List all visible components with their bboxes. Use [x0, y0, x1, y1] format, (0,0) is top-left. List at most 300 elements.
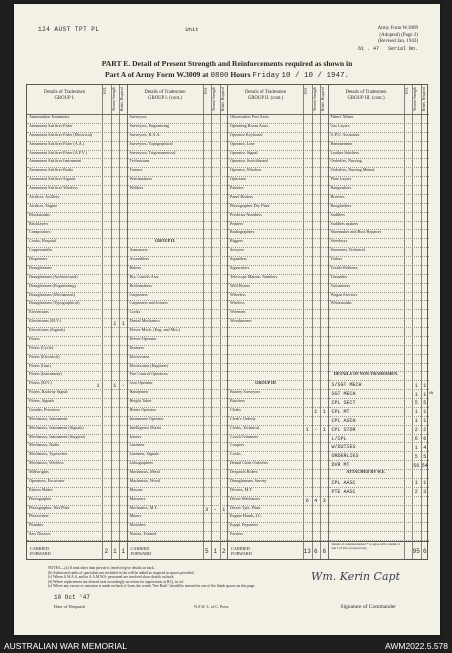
- title-prefix: Part A of Army Form W.3009 at: [104, 70, 209, 79]
- form-page: [14, 4, 440, 635]
- serial-line: [358, 46, 418, 52]
- serial-typed: 61 . 47: [357, 46, 379, 52]
- cell-present: 5: [414, 453, 418, 460]
- table-row: [228, 337, 328, 346]
- form-ref: Army Form W.3009: [377, 26, 418, 31]
- row-label: Riggers: [230, 238, 244, 244]
- row-label: Lithographers: [129, 460, 153, 466]
- row-label: Millwrights: [29, 469, 49, 474]
- title-year: 7.: [339, 72, 349, 80]
- commander-signature: Wm. Kerin Capt: [311, 570, 400, 583]
- row-label: Fitters' Mates: [330, 114, 354, 119]
- row-label: Photographer Dry Plate: [230, 202, 270, 208]
- cell-reinf: -: [121, 382, 125, 389]
- row-label: Textile Refitters: [330, 264, 358, 270]
- table-row: [128, 532, 228, 541]
- cell-reinf: 5: [423, 453, 427, 460]
- cell-present: 1: [414, 418, 418, 425]
- note-line: NOTES.—(a) If rank other than private is involved give details on back.: [48, 566, 155, 570]
- cell-present: 4: [314, 498, 318, 505]
- carried-reinf: 6: [422, 548, 427, 555]
- table-column-3: [228, 85, 329, 559]
- carried-present: 1: [112, 548, 117, 555]
- row-label: Leather Stitchers: [330, 149, 359, 155]
- row-label: Well Borers: [230, 282, 251, 288]
- cell-reinf: 3: [322, 498, 326, 505]
- row-label: Storemen, Technical: [330, 247, 365, 253]
- row-label: Mechanics, Radio: [29, 442, 60, 448]
- table-row: [27, 532, 127, 541]
- table-row: [329, 381, 430, 390]
- row-label: Drainers: [129, 344, 144, 350]
- cell-extra: 1: [96, 382, 100, 389]
- row-label: Bty. Comd's Asst.: [129, 273, 160, 279]
- table-row: [329, 514, 430, 523]
- cell-present: 1: [314, 409, 318, 416]
- row-label: Clerks: [230, 406, 241, 412]
- row-label: Painters: [230, 185, 244, 190]
- table-row: [128, 186, 228, 195]
- note-line: (e) Where any excess or omission is made on back of form, the words "See Back" should be inserted in one of the blank spaces on this page.: [48, 584, 256, 589]
- row-label: Armament Artificer Signals: [29, 176, 76, 182]
- carried-wo: 5: [204, 548, 209, 555]
- carried-forward-label: CARRIED FORWARD: [30, 546, 51, 556]
- row-label: Masseurs: [129, 495, 146, 501]
- column-heading: Details of Tradesmen GROUP I. (cont.): [144, 90, 186, 101]
- row-label: Panel Beaters: [230, 193, 253, 199]
- table-row: [329, 408, 430, 417]
- carried-present: 1: [213, 548, 218, 555]
- row-label: Draughtsmen (Mechanical): [29, 291, 75, 297]
- row-label: Cooks, Hospital: [29, 238, 56, 244]
- table-row: [329, 346, 430, 355]
- row-label: Operator, Signal: [230, 149, 258, 155]
- cell-reinf: 2: [423, 427, 427, 434]
- table-row: [329, 470, 430, 479]
- row-label: Carpenters and Joiners: [129, 300, 168, 306]
- cell-present: 1: [414, 444, 418, 451]
- row-label: Photographer, Wet Plate: [29, 504, 70, 510]
- handwritten-rank: DVR MT: [331, 462, 350, 469]
- row-label: Mechanics, Instrument: [29, 415, 68, 421]
- row-label: Fitters: [29, 335, 40, 341]
- handwritten-rank: CPL AASC: [331, 479, 356, 486]
- row-label: Joiners: [129, 433, 142, 439]
- table-row: [228, 372, 328, 381]
- row-label: Artificer, Engine: [29, 202, 58, 208]
- table-row: [128, 257, 228, 266]
- row-label: Surveyors, Engineering: [129, 122, 170, 128]
- row-label: Compositors: [29, 229, 51, 235]
- table-row: [228, 443, 328, 452]
- row-label: Equpt. Repairers: [230, 522, 259, 528]
- table-row: [128, 195, 228, 204]
- column-head-reinf: Reinfs. Required: [421, 87, 426, 112]
- row-label: Nurses, Trained: [129, 531, 157, 537]
- handwritten-rank: S/SGT MECH: [331, 382, 362, 389]
- row-label: Battery Surveyors: [230, 389, 261, 395]
- row-label: Operator, Switchboard: [230, 158, 268, 164]
- table-row: [329, 506, 430, 515]
- row-label: Artificer, Artillery: [29, 193, 60, 199]
- row-label: Bricklayers: [29, 220, 49, 226]
- row-label: Rangetakers: [330, 185, 352, 190]
- title-date: 10 / 10 / 194: [281, 72, 340, 80]
- cell-wo: 3: [205, 506, 209, 513]
- title-line-1: PART E. Detail of Present Strength and Reinforcements required as shown in: [101, 59, 353, 68]
- table-row: [228, 364, 328, 373]
- carried-reinf: 1: [121, 548, 126, 555]
- cell-reinf: 1: [423, 391, 427, 398]
- carried-present: 6: [313, 548, 318, 555]
- table-row: [128, 426, 228, 435]
- row-label: Height Taker: [129, 398, 152, 403]
- cell-reinf: 1: [222, 506, 226, 513]
- column-header: [27, 85, 127, 115]
- table-row: [128, 230, 228, 239]
- row-label: Surveyors: [129, 114, 147, 119]
- row-label: Fire Control Operators: [129, 371, 168, 377]
- row-label: Tinsmiths: [330, 273, 348, 279]
- row-label: Whitesmiths: [330, 300, 352, 306]
- unit-line: [38, 26, 199, 33]
- table-row: [228, 346, 328, 355]
- table-row: [228, 328, 328, 337]
- row-label: Electricians (M.V.): [29, 318, 61, 324]
- row-label: Orderlies, Nursing Mental: [330, 167, 375, 173]
- row-label: Gun Operator: [129, 380, 153, 386]
- row-label: Vulcanisers: [330, 282, 351, 288]
- row-label: Bakers: [129, 264, 142, 270]
- cell-reinf: 1: [423, 409, 427, 416]
- row-label: Signallers: [230, 256, 247, 261]
- row-label: Fitters (M.V.): [29, 380, 52, 386]
- row-label: Electricians: [29, 309, 49, 315]
- row-label: Armament Artificer Wireless: [29, 185, 78, 190]
- row-label: Engine Hands, I.C.: [230, 513, 262, 519]
- carried-wo: 13: [303, 548, 311, 555]
- column-heading: Details of Tradesmen GROUP I.: [43, 90, 86, 101]
- row-label: Mechanics, Typewriter: [29, 451, 68, 457]
- row-label: Driver-Operator: [129, 335, 157, 341]
- table-row: [329, 479, 430, 488]
- row-label: Wagon Erectors: [330, 291, 358, 297]
- row-label: Predictor Numbers: [230, 211, 262, 217]
- title-hours: 0800: [210, 72, 229, 80]
- table-row: [128, 301, 228, 310]
- title-mid: Hours: [230, 70, 251, 79]
- row-label: Operator, Wireless: [230, 167, 262, 173]
- row-label: Armament Artificer Fitter (Electrical): [29, 131, 93, 137]
- table-row: [228, 399, 328, 408]
- table-row: [329, 426, 430, 435]
- carried-reinf: 2: [221, 548, 226, 555]
- handwritten-rank: ORDERLIES: [331, 453, 359, 460]
- table-row: [329, 488, 430, 497]
- row-label: Draughtsmen (Engineering): [29, 282, 76, 288]
- handwritten-rank: CPL ASCH: [331, 417, 356, 424]
- column-head-wo: W.O.: [203, 87, 208, 95]
- table-row: [329, 523, 430, 532]
- carried-forward-row: [128, 541, 228, 561]
- cell-wo: 1: [305, 427, 309, 434]
- row-label: Draughtsman, Survey: [230, 477, 267, 483]
- note-line: (c) Where A.W.A.S. and/or A.A.M.W.S. personnel are involved show details on back.: [48, 575, 175, 580]
- column-head-wo: W.O.: [103, 87, 107, 95]
- row-label: Operating Room Assts.: [230, 122, 269, 128]
- column-heading: Details of Tradesmen GROUP II. (cont.): [244, 90, 287, 101]
- table-row: [329, 452, 430, 461]
- handwritten-rank: SGT MECH: [331, 391, 356, 398]
- title-day: Friday: [252, 72, 280, 80]
- row-label: Armament Artificer Radio: [29, 167, 74, 173]
- row-label: Carpenters: [129, 291, 148, 297]
- column-head-wo: W.O.: [304, 87, 308, 95]
- row-label: Assemblers: [129, 256, 150, 261]
- row-label: Ammunition Examiners: [29, 114, 70, 119]
- row-label: Photowriter: [29, 513, 49, 519]
- handwritten-rank: CPL SECT: [331, 400, 356, 406]
- row-label: Butchers: [230, 398, 245, 403]
- row-label: Linemen, Signals: [129, 451, 159, 457]
- row-label: Intelligence Duties: [129, 424, 162, 430]
- row-label: Draughtsmen (Architectural): [29, 273, 78, 279]
- row-label: Gas Layers: [330, 122, 350, 128]
- column-head-present: Present Strength: [111, 87, 116, 111]
- carried-wo: 2: [104, 548, 109, 555]
- table-row: [329, 435, 430, 444]
- row-label: Saw Doctors: [29, 531, 51, 537]
- cell-present: 1: [414, 391, 418, 398]
- row-label: Plumber: [29, 522, 44, 528]
- row-label: Printers: [230, 220, 244, 226]
- row-label: Handymen: [129, 389, 148, 395]
- unit-label: Unit: [185, 26, 199, 33]
- row-label: Armament Artificer Fitter (A.F.V.): [29, 149, 87, 155]
- row-label: Machinists, Wood: [129, 477, 160, 483]
- row-label: Fitters, Railway Signal: [29, 389, 68, 395]
- column-head-reinf: Reinfs. Required: [220, 87, 225, 112]
- cell-wo: 6: [305, 498, 309, 505]
- row-label: Driver Tpts. Plant: [230, 504, 261, 510]
- row-label: Armament Artificer Fitter (A.A.): [29, 140, 85, 146]
- row-label: Cooks: [129, 309, 141, 315]
- carried-forward-row: [228, 541, 328, 561]
- row-label: Wheelers: [230, 291, 246, 297]
- column-header: [228, 85, 328, 115]
- column-head-wo: W.O.: [404, 87, 409, 95]
- unit-typed: 124 AUST TPT PL: [38, 26, 100, 33]
- row-label: Turners: [129, 167, 143, 173]
- row-label: Driver-Mech. (Eng. and Mot.): [129, 327, 181, 332]
- cell-reinf: 1: [423, 418, 427, 425]
- row-label: Moulders: [129, 522, 146, 528]
- table-row: [329, 310, 430, 319]
- table-row: [329, 319, 430, 328]
- cell-present: 1: [414, 480, 418, 487]
- row-label: Instrument Operator: [129, 415, 164, 421]
- table-row: [329, 337, 430, 346]
- row-label: Electricians: [129, 353, 150, 359]
- row-label: Driver Mechanics: [230, 495, 261, 501]
- handwritten-rank: CPL STOR: [331, 426, 356, 433]
- despatch-date: 10 Oct '47: [54, 594, 91, 601]
- form-adopted: (Adopted) (Page 2): [379, 32, 418, 38]
- row-label: Operator, Line: [230, 140, 255, 146]
- row-label: Machinists, Metal: [129, 469, 160, 474]
- row-label: Mechanics, Instrument (Surgical): [29, 433, 86, 439]
- note-line: (b) Authorized ranks of specialists not included in list will be added as required in spaces provided.: [48, 570, 195, 575]
- row-label: Telescope Maintn. Numbers: [230, 273, 278, 279]
- cell-reinf: 6: [423, 435, 427, 442]
- row-label: Welders: [129, 185, 144, 190]
- row-label: Tailors: [330, 256, 343, 261]
- row-label: ATTACHED BY W.E.: [346, 469, 386, 474]
- row-label: Wireless: [230, 300, 245, 306]
- row-label: Linemen: [129, 442, 145, 448]
- row-label: Pattern Maker: [29, 486, 53, 492]
- row-label: G.P.O. Assistants: [330, 131, 360, 137]
- table-column-1: [27, 85, 128, 559]
- row-label: Dental Clerk Orderlies: [230, 460, 269, 466]
- row-label: Fitters (Cycle): [29, 344, 54, 350]
- row-label: Signwriters: [230, 264, 250, 270]
- cell-present: 56: [413, 462, 420, 469]
- carried-forward-label: CARRIED FORWARD: [231, 546, 252, 556]
- row-label: Mechanics, Wireless: [29, 460, 64, 466]
- cell-present: 1: [414, 409, 418, 416]
- carried-reinf: 6: [322, 548, 327, 555]
- row-label: Roughriders: [330, 202, 352, 208]
- row-label: Armament Artificer Fitter: [29, 122, 73, 128]
- column-header: [329, 85, 430, 115]
- handwritten-rank: L/CPL: [331, 435, 347, 442]
- row-label: Technicians: [129, 158, 150, 164]
- cell-present: 2: [414, 489, 418, 496]
- row-label: Despatch Riders: [230, 469, 258, 474]
- table-row: [128, 204, 228, 213]
- cell-reinf: 1: [423, 382, 427, 389]
- note-line: (d) Where replacement not desired note accordingly on return for supervision at H.Q. in col.: [48, 579, 185, 584]
- row-label: Storeboys: [330, 238, 348, 244]
- table-row: [228, 355, 328, 364]
- row-label: Farriers: [230, 531, 244, 537]
- row-label: Orderlies, Nursing: [330, 158, 362, 164]
- handwritten-rank: W/DUTIES: [331, 444, 356, 451]
- row-label: Sawyers: [230, 247, 245, 253]
- printer-imprint: N.S.W. L. of C. Press: [194, 604, 229, 609]
- row-label: Fitters (Instrument): [29, 371, 62, 377]
- row-label: Shoemaker and Boot Repairer: [330, 229, 382, 235]
- carried-forward-row: [329, 541, 430, 561]
- cell-present: -: [314, 427, 318, 434]
- row-label: Drivers, M.T.: [230, 486, 253, 492]
- table-row: [128, 159, 228, 168]
- row-label: Woodturners: [230, 318, 252, 324]
- row-label: Operators, Excavator: [29, 477, 65, 483]
- row-label: Observation Post Assts.: [230, 114, 270, 119]
- row-label: Photographer: [29, 495, 52, 501]
- row-label: GROUP II.: [154, 238, 176, 244]
- row-label: Coopers: [230, 442, 244, 448]
- cell-reinf: 5: [423, 400, 427, 407]
- row-label: Coach Trimmers: [230, 433, 259, 439]
- serial-label: Serial No.: [387, 46, 418, 52]
- column-head-present: Present Strength: [312, 87, 317, 111]
- table-row: [329, 372, 430, 381]
- signature-label: Signature of Commander: [340, 604, 396, 610]
- table-row: [329, 248, 430, 257]
- row-label: Boilermakers: [129, 282, 153, 288]
- table-row: [128, 213, 228, 222]
- row-label: Hutter Operator: [129, 406, 157, 412]
- row-label: Saddlers: [330, 211, 345, 217]
- row-label: Grinder, Precision: [29, 406, 60, 412]
- cell-reinf: 1: [121, 320, 125, 327]
- row-label: Draughtsmen (Typographical): [29, 300, 80, 306]
- table-row: [329, 355, 430, 364]
- row-label: Mechanics, M.T.: [129, 504, 158, 510]
- table-row: [329, 399, 430, 408]
- cell-present: -: [213, 506, 217, 513]
- column-heading: Details of Tradesmen GROUP III. (cont.): [345, 90, 387, 101]
- row-label: Surveyors, Trigonometrical: [129, 149, 176, 155]
- cell-reinf: 1: [423, 480, 427, 487]
- row-label: Coppersmiths: [29, 247, 53, 253]
- cell-present: 1: [113, 382, 117, 389]
- row-label: Draughtsmen: [29, 264, 52, 270]
- form-revised: (Revised Jan. 1943): [378, 39, 418, 44]
- cell-present: 5: [414, 400, 418, 407]
- row-label: Plate Layers: [330, 176, 352, 182]
- row-label: Clerk's Orderly: [230, 415, 256, 421]
- row-label: Electricians (Engineer): [129, 362, 169, 368]
- row-label: Cooks: [230, 451, 241, 457]
- handwritten-rank: PTE AASC: [331, 488, 356, 495]
- carried-present: 95: [412, 548, 420, 555]
- row-label: Electricians (Signals): [29, 327, 65, 332]
- table-row: [128, 222, 228, 231]
- row-label: Radiographers: [230, 229, 255, 235]
- cell-reinf: 1: [322, 409, 326, 416]
- cell-present: 2: [414, 427, 418, 434]
- row-label: Fitters, Signals: [29, 398, 55, 403]
- row-label: Fitters (Gun): [29, 362, 51, 368]
- table-column-4: [329, 85, 434, 559]
- row-label: Mechanics, Instrument (Signals): [29, 424, 84, 430]
- row-label: Hammermen: [330, 140, 353, 146]
- table-row: [329, 417, 430, 426]
- table-row: [329, 443, 430, 452]
- cell-present: 1: [113, 320, 117, 327]
- handwritten-rank: CPL MT: [331, 408, 350, 415]
- table-row: [329, 301, 430, 310]
- row-label: Surveyors, R.A.A.: [129, 131, 161, 137]
- table-row: [27, 328, 127, 337]
- row-label: Watchmakers: [129, 176, 153, 182]
- column-head-reinf: Reinfs. Required: [321, 87, 325, 112]
- row-label: Armament Artificer Instrument: [29, 158, 82, 164]
- row-label: DETAILS OF NON-TRADESMEN.: [333, 371, 399, 377]
- row-label: Surveyors, Topographical: [129, 140, 173, 146]
- row-label: Dispensers: [29, 256, 48, 261]
- row-label: Blacksmiths: [29, 211, 50, 217]
- despatch-date-label: Date of Despatch: [54, 604, 86, 609]
- row-label: GROUP III: [255, 380, 276, 386]
- carried-forward-label: CARRIED FORWARD: [130, 546, 152, 556]
- cell-reinf: 3: [423, 489, 427, 496]
- table-row: [128, 506, 228, 515]
